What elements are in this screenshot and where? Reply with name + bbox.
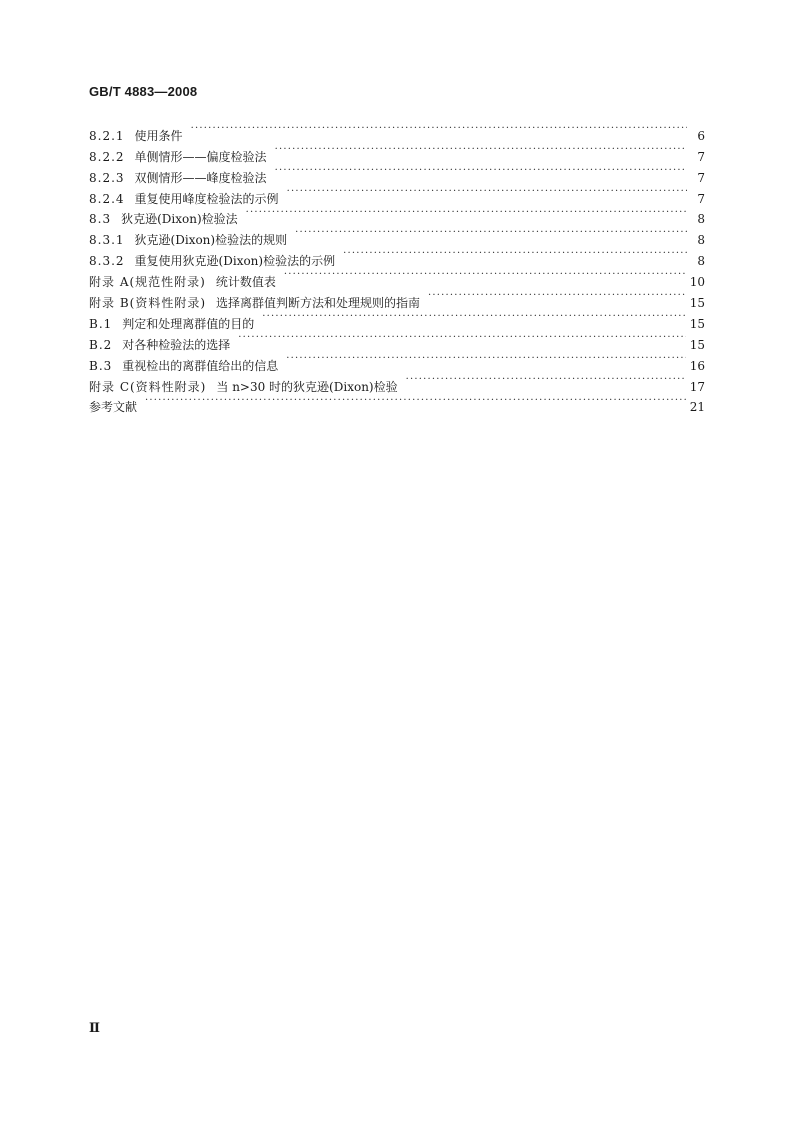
toc-entry-title: 狄克逊(Dixon)检验法 [121,212,238,227]
toc-leader-dots [246,203,687,224]
toc-entry-title: 单侧情形——偏度检验法 [134,149,267,164]
toc-entry[interactable] [89,391,705,415]
toc-entry-number: 8.3 [89,212,112,227]
toc-entry-number: 8.3.1 [89,233,125,248]
toc-entry-title: 重视检出的离群值给出的信息 [122,358,279,373]
toc-entry-page: 15 [689,316,705,331]
table-of-contents [89,119,705,415]
toc-leader-dots [428,286,686,307]
toc-leader-dots [275,140,687,161]
toc-entry-number: 附录 A(规范性附录) [89,275,206,290]
toc-entry-title: 判定和处理离群值的目的 [122,316,255,331]
toc-entry-title: 当 n>30 时的狄克逊(Dixon)检验 [216,379,398,394]
toc-entry-page: 17 [689,379,705,394]
toc-leader-dots [406,370,686,391]
toc-entry-title: 统计数值表 [215,275,276,290]
toc-entry-page: 15 [689,296,705,311]
toc-entry-number: B.3 [89,358,113,373]
toc-entry-number: B.2 [89,337,113,352]
toc-entry-page: 7 [697,191,705,206]
toc-entry-page: 6 [697,128,705,143]
toc-entry-page: 10 [689,275,705,290]
toc-leader-dots [284,265,686,286]
toc-entry-page: 15 [689,337,705,352]
toc-entry-title: 选择离群值判断方法和处理规则的指南 [216,296,421,311]
toc-entry-page: 16 [689,358,705,373]
toc-entry-number: 8.3.2 [89,254,125,269]
toc-entry-page: 8 [697,212,705,227]
toc-entry-page: 7 [697,149,705,164]
toc-entry-title: 狄克逊(Dixon)检验法的规则 [134,233,288,248]
toc-entry-title: 重复使用狄克逊(Dixon)检验法的示例 [134,254,336,269]
toc-leader-dots [191,119,687,140]
toc-entry-number: 8.2.4 [89,191,125,206]
toc-entry-page: 8 [697,233,705,248]
toc-entry-title: 双侧情形——峰度检验法 [134,170,267,185]
toc-leader-dots [295,223,687,244]
toc-entry-page: 8 [697,254,705,269]
toc-entry-title: 重复使用峰度检验法的示例 [134,191,279,206]
toc-leader-dots [145,391,686,412]
toc-entry-page: 7 [697,170,705,185]
toc-leader-dots [238,328,685,349]
toc-entry-page: 21 [689,400,705,415]
page-number-roman: Ⅱ [89,1021,100,1036]
toc-leader-dots [286,349,685,370]
toc-leader-dots [275,161,687,182]
toc-entry-number: B.1 [89,316,113,331]
toc-entry-title: 对各种检验法的选择 [122,337,231,352]
standard-code-header: GB/T 4883—2008 [89,84,198,99]
toc-entry[interactable] [89,119,705,143]
toc-leader-dots [287,182,687,203]
toc-entry-title: 参考文献 [89,400,138,415]
toc-entry-number: 8.2.3 [89,170,125,185]
toc-entry-number: 附录 B(资料性附录) [89,296,206,311]
toc-entry-number: 8.2.1 [89,128,125,143]
toc-entry-title: 使用条件 [134,128,183,143]
toc-entry-number: 附录 C(资料性附录) [89,379,207,394]
toc-entry-number: 8.2.2 [89,149,125,164]
toc-leader-dots [262,307,685,328]
toc-leader-dots [343,244,687,265]
